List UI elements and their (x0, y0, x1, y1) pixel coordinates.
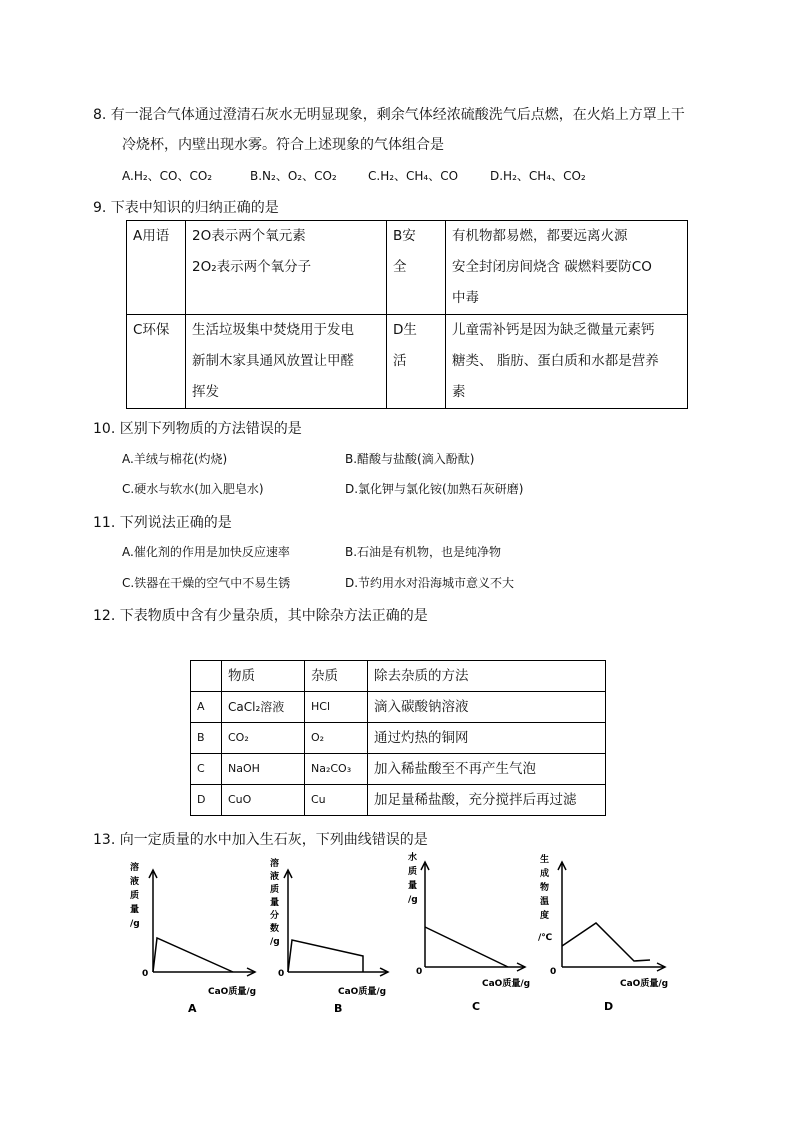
q9-a-line: 2O表示两个氧元素 (192, 228, 306, 244)
curve (153, 938, 233, 972)
q9-b-line: 安全封闭房间烧含 碳燃料要防CO (452, 259, 652, 275)
axis-label-char: 度 (540, 911, 550, 921)
curve (288, 940, 363, 972)
q13-graphs (120, 850, 700, 1025)
q9-cell-b-content (446, 221, 688, 315)
q9-c-line: 新制木家具通风放置让甲醛 (192, 353, 354, 369)
table-cell: HCl (305, 692, 368, 723)
axis-label-char: 质 (270, 885, 280, 895)
q9-cell-c-content (186, 315, 387, 409)
q12-stem: 12. 下表物质中含有少量杂质，其中除杂方法正确的是 (93, 608, 428, 624)
q10-stem: 10. 区别下列物质的方法错误的是 (93, 421, 302, 437)
axis-label-char: /℃ (538, 933, 553, 943)
q8-option-b: B.N₂、O₂、CO₂ (250, 169, 337, 183)
origin-label: 0 (142, 969, 149, 979)
axis-label-char: 数 (270, 924, 280, 934)
q9-stem: 9. 下表中知识的归纳正确的是 (93, 200, 279, 216)
axis-label-char: 物 (540, 883, 550, 893)
table-cell: 滴入碳酸钠溶液 (368, 692, 606, 723)
table-header-cell: 杂质 (305, 661, 368, 692)
axis-label-char: 量 (408, 881, 418, 891)
q11-option-a: A.催化剂的作用是加快反应速率 (122, 545, 290, 559)
table-row (191, 785, 606, 816)
axis-label-char: 分 (270, 911, 280, 921)
q11-option-d: D.节约用水对沿海城市意义不大 (345, 576, 515, 590)
table-header-cell: 物质 (222, 661, 305, 692)
graph-a (130, 861, 256, 1015)
table-cell: CO₂ (222, 723, 305, 754)
axis-label-char: 温 (540, 897, 550, 907)
axis-label-char: 液 (130, 877, 140, 887)
q11-stem: 11. 下列说法正确的是 (93, 515, 232, 531)
x-axis-label: CaO质量/g (482, 979, 531, 989)
table-cell: A (191, 692, 222, 723)
graph-label: D (604, 1000, 614, 1013)
q8-option-d: D.H₂、CH₄、CO₂ (490, 169, 586, 183)
graph-label: C (472, 1000, 481, 1013)
q9-b-line: 中毒 (452, 290, 479, 306)
table-header-cell (191, 661, 222, 692)
q9-cell-d-label: D生 活 (387, 315, 446, 409)
origin-label: 0 (416, 967, 423, 977)
graph-c (408, 851, 530, 1013)
q9-d-line: 糖类、 脂肪、蛋白质和水都是营养 (452, 353, 659, 369)
table-row (191, 723, 606, 754)
q9-cell-b-label: B安 全 (387, 221, 446, 315)
x-axis-label: CaO质量/g (338, 987, 387, 997)
axis-label-char: 生 (540, 855, 550, 865)
q8-stem-line1: 8. 有一混合气体通过澄清石灰水无明显现象，剩余气体经浓硫酸洗气后点燃，在火焰上方罩上干 (93, 107, 685, 123)
axis-label-char: 水 (408, 853, 418, 863)
q9-cell-d-content (446, 315, 688, 409)
axis-label-char: /g (270, 937, 280, 947)
q10-option-d: D.氯化钾与氯化铵(加熟石灰研磨) (345, 482, 524, 496)
q11-option-c: C.铁器在干燥的空气中不易生锈 (122, 576, 291, 590)
q10-option-a: A.羊绒与棉花(灼烧) (122, 452, 228, 466)
axis-label-char: /g (130, 919, 140, 929)
graph-label: B (334, 1002, 343, 1015)
table-header-cell: 除去杂质的方法 (368, 661, 606, 692)
q8-option-c: C.H₂、CH₄、CO (368, 169, 459, 183)
q8-option-a: A.H₂、CO、CO₂ (122, 169, 213, 183)
q9-cell-c-label: C环保 (127, 315, 186, 409)
table-cell: NaOH (222, 754, 305, 785)
q11-option-b: B.石油是有机物，也是纯净物 (345, 545, 502, 559)
q9-cell-a-label: A用语 (127, 221, 186, 315)
axis-label-char: 量 (130, 905, 140, 915)
graph-b (269, 857, 388, 1015)
table-cell: C (191, 754, 222, 785)
table-cell: CuO (222, 785, 305, 816)
axis-label-char: 质 (130, 891, 140, 901)
x-axis-label: CaO质量/g (208, 987, 257, 997)
curve (425, 927, 508, 967)
q13-stem: 13. 向一定质量的水中加入生石灰，下列曲线错误的是 (93, 832, 428, 848)
x-axis-label: CaO质量/g (620, 979, 669, 989)
table-row (191, 754, 606, 785)
axis-label-char: /g (408, 895, 418, 905)
table-header-row (191, 661, 606, 692)
q9-c-line: 生活垃圾集中焚烧用于发电 (192, 322, 354, 338)
q9-a-line: 2O₂表示两个氧分子 (192, 259, 312, 275)
graph-label: A (188, 1002, 197, 1015)
axis-label-char: 成 (540, 869, 550, 879)
table-cell: D (191, 785, 222, 816)
axis-label-char: 溶 (130, 863, 140, 873)
table-cell: CaCl₂溶液 (222, 692, 305, 723)
axis-label-char: 量 (270, 898, 280, 908)
q9-b-line: 有机物都易燃，都要远离火源 (452, 228, 628, 244)
table-cell: B (191, 723, 222, 754)
graph-d (538, 853, 668, 1013)
q9-c-line: 挥发 (192, 384, 219, 400)
q10-option-c: C.硬水与软水(加入肥皂水) (122, 482, 264, 496)
origin-label: 0 (550, 967, 557, 977)
origin-label: 0 (278, 969, 285, 979)
table-cell: 加入稀盐酸至不再产生气泡 (368, 754, 606, 785)
axis-label-char: 液 (270, 872, 280, 882)
q9-d-line: 素 (452, 384, 466, 400)
axis-label-char: 质 (408, 867, 418, 877)
table-cell: 通过灼热的铜网 (368, 723, 606, 754)
q10-option-b: B.醋酸与盐酸(滴入酚酞) (345, 452, 475, 466)
table-cell: 加足量稀盐酸，充分搅拌后再过滤 (368, 785, 606, 816)
q9-d-line: 儿童需补钙是因为缺乏微量元素钙 (452, 322, 655, 338)
curve (562, 923, 650, 961)
table-cell: Cu (305, 785, 368, 816)
axis-label-char: 溶 (270, 859, 280, 869)
table-cell: Na₂CO₃ (305, 754, 368, 785)
q9-cell-a-content (186, 221, 387, 315)
q12-impurity-table (190, 660, 606, 816)
q9-knowledge-table (126, 220, 688, 409)
table-cell: O₂ (305, 723, 368, 754)
table-row (191, 692, 606, 723)
q8-stem-line2: 冷烧杯，内壁出现水雾。符合上述现象的气体组合是 (122, 137, 444, 153)
